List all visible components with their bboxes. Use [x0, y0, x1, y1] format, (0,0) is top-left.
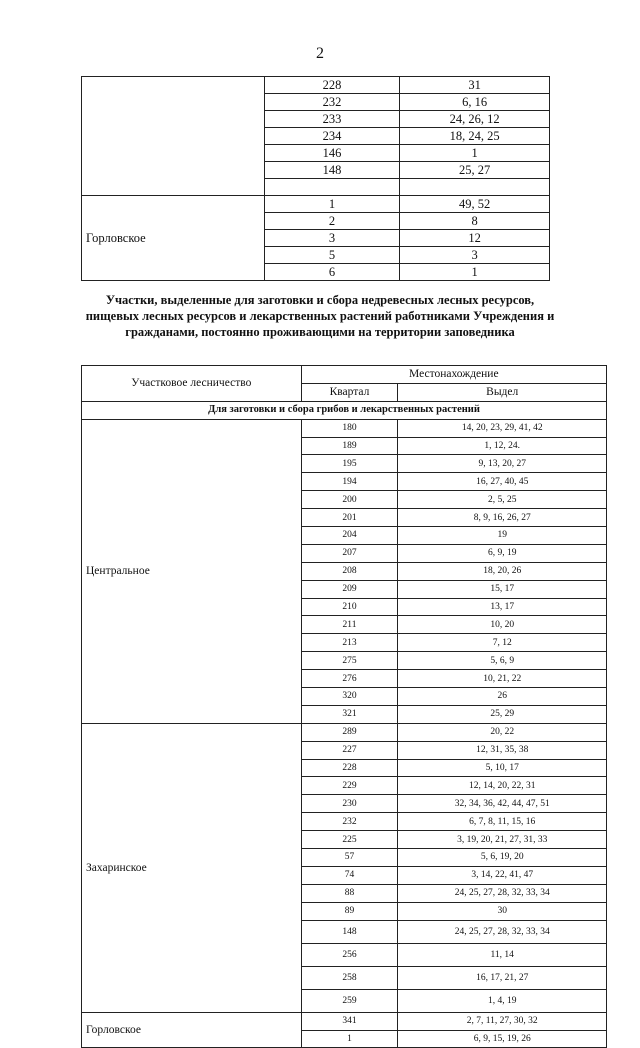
header-quarter: Квартал	[301, 383, 398, 401]
section-cell: 18, 24, 25	[400, 128, 550, 145]
section-cell: 25, 29	[398, 705, 607, 723]
quarter-cell: 258	[301, 966, 398, 989]
section-cell: 12, 14, 20, 22, 31	[398, 777, 607, 795]
quarter-cell: 211	[301, 616, 398, 634]
section-cell: 31	[400, 77, 550, 94]
section-cell: 12, 31, 35, 38	[398, 741, 607, 759]
quarter-cell: 200	[301, 491, 398, 509]
quarter-cell: 146	[264, 145, 400, 162]
quarter-cell: 209	[301, 580, 398, 598]
quarter-cell: 74	[301, 866, 398, 884]
quarter-cell: 207	[301, 544, 398, 562]
section-cell: 6, 7, 8, 11, 15, 16	[398, 813, 607, 831]
header-location: Местонахождение	[301, 366, 606, 384]
section-cell: 1, 12, 24.	[398, 437, 607, 455]
section-cell: 3	[400, 247, 550, 264]
section-cell: 6, 9, 19	[398, 544, 607, 562]
quarter-cell: 259	[301, 989, 398, 1012]
quarter-cell: 228	[264, 77, 400, 94]
section-cell: 5, 6, 9	[398, 652, 607, 670]
quarter-cell: 229	[301, 777, 398, 795]
section-cell: 19	[398, 527, 607, 545]
quarter-cell: 232	[301, 813, 398, 831]
quarter-cell: 341	[301, 1012, 398, 1030]
quarter-cell: 210	[301, 598, 398, 616]
quarter-cell: 57	[301, 849, 398, 867]
table-row	[82, 196, 550, 213]
quarter-cell: 227	[301, 741, 398, 759]
quarter-cell: 1	[301, 1030, 398, 1048]
quarter-cell: 195	[301, 455, 398, 473]
table-row	[82, 1012, 607, 1030]
section-cell: 7, 12	[398, 634, 607, 652]
table-row	[82, 419, 607, 437]
quarter-cell: 232	[264, 94, 400, 111]
quarter-cell: 275	[301, 652, 398, 670]
table-forest-quarters-part1	[81, 76, 550, 281]
quarter-cell: 5	[264, 247, 400, 264]
quarter-cell: 1	[264, 196, 400, 213]
section-cell: 1	[400, 145, 550, 162]
quarter-cell: 276	[301, 670, 398, 688]
section-cell: 24, 25, 27, 28, 32, 33, 34	[398, 884, 607, 902]
section-cell: 49, 52	[400, 196, 550, 213]
quarter-cell: 189	[301, 437, 398, 455]
quarter-cell: 233	[264, 111, 400, 128]
quarter-cell: 88	[301, 884, 398, 902]
section-cell: 6, 9, 15, 19, 26	[398, 1030, 607, 1048]
quarter-cell: 225	[301, 831, 398, 849]
table-row	[82, 77, 550, 94]
section-title-row: Для заготовки и сбора грибов и лекарственных растений	[82, 401, 607, 419]
section-cell: 3, 19, 20, 21, 27, 31, 33	[398, 831, 607, 849]
section-cell: 24, 26, 12	[400, 111, 550, 128]
quarter-cell: 2	[264, 213, 400, 230]
section-cell: 10, 21, 22	[398, 670, 607, 688]
section-cell: 2, 7, 11, 27, 30, 32	[398, 1012, 607, 1030]
section-cell: 6, 16	[400, 94, 550, 111]
section-cell: 5, 10, 17	[398, 759, 607, 777]
quarter-cell: 148	[264, 162, 400, 179]
page-number: 2	[316, 45, 324, 62]
header-forestry: Участковое лесничество	[82, 366, 302, 402]
section-cell: 8, 9, 16, 26, 27	[398, 509, 607, 527]
section-cell: 1	[400, 264, 550, 281]
quarter-cell: 213	[301, 634, 398, 652]
quarter-cell: 321	[301, 705, 398, 723]
section-cell: 11, 14	[398, 943, 607, 966]
section-cell: 3, 14, 22, 41, 47	[398, 866, 607, 884]
quarter-cell	[264, 179, 400, 196]
quarter-cell: 6	[264, 264, 400, 281]
section-cell	[400, 179, 550, 196]
forestry-name-cell: Центральное	[82, 419, 302, 723]
heading-line: пищевых лесных ресурсов и лекарственных растений работниками Учреждения и	[85, 309, 555, 323]
section-heading	[70, 292, 570, 340]
section-cell: 10, 20	[398, 616, 607, 634]
section-cell: 12	[400, 230, 550, 247]
section-cell: 9, 13, 20, 27	[398, 455, 607, 473]
section-cell: 30	[398, 902, 607, 920]
section-cell: 32, 34, 36, 42, 44, 47, 51	[398, 795, 607, 813]
quarter-cell: 230	[301, 795, 398, 813]
table-harvest-areas	[81, 365, 607, 1048]
quarter-cell: 3	[264, 230, 400, 247]
section-cell: 5, 6, 19, 20	[398, 849, 607, 867]
section-cell: 2, 5, 25	[398, 491, 607, 509]
quarter-cell: 234	[264, 128, 400, 145]
forestry-name-cell: Горловское	[82, 196, 265, 281]
section-cell: 1, 4, 19	[398, 989, 607, 1012]
heading-line: Участки, выделенные для заготовки и сбора недревесных лесных ресурсов,	[105, 293, 535, 307]
quarter-cell: 208	[301, 562, 398, 580]
section-cell: 20, 22	[398, 723, 607, 741]
section-cell: 14, 20, 23, 29, 41, 42	[398, 419, 607, 437]
quarter-cell: 148	[301, 920, 398, 943]
section-cell: 24, 25, 27, 28, 32, 33, 34	[398, 920, 607, 943]
section-cell: 18, 20, 26	[398, 562, 607, 580]
table-row	[82, 723, 607, 741]
section-cell: 16, 27, 40, 45	[398, 473, 607, 491]
quarter-cell: 320	[301, 688, 398, 706]
section-cell: 13, 17	[398, 598, 607, 616]
quarter-cell: 228	[301, 759, 398, 777]
quarter-cell: 180	[301, 419, 398, 437]
section-cell: 25, 27	[400, 162, 550, 179]
quarter-cell: 201	[301, 509, 398, 527]
forestry-name-cell: Захаринское	[82, 723, 302, 1012]
forestry-name-cell: Горловское	[82, 1012, 302, 1048]
section-cell: 16, 17, 21, 27	[398, 966, 607, 989]
quarter-cell: 289	[301, 723, 398, 741]
quarter-cell: 256	[301, 943, 398, 966]
section-cell: 15, 17	[398, 580, 607, 598]
forestry-name-cell	[82, 77, 265, 196]
quarter-cell: 204	[301, 527, 398, 545]
quarter-cell: 194	[301, 473, 398, 491]
header-section: Выдел	[398, 383, 607, 401]
quarter-cell: 89	[301, 902, 398, 920]
section-cell: 26	[398, 688, 607, 706]
heading-line: гражданами, постоянно проживающими на территории заповедника	[125, 325, 515, 339]
section-cell: 8	[400, 213, 550, 230]
